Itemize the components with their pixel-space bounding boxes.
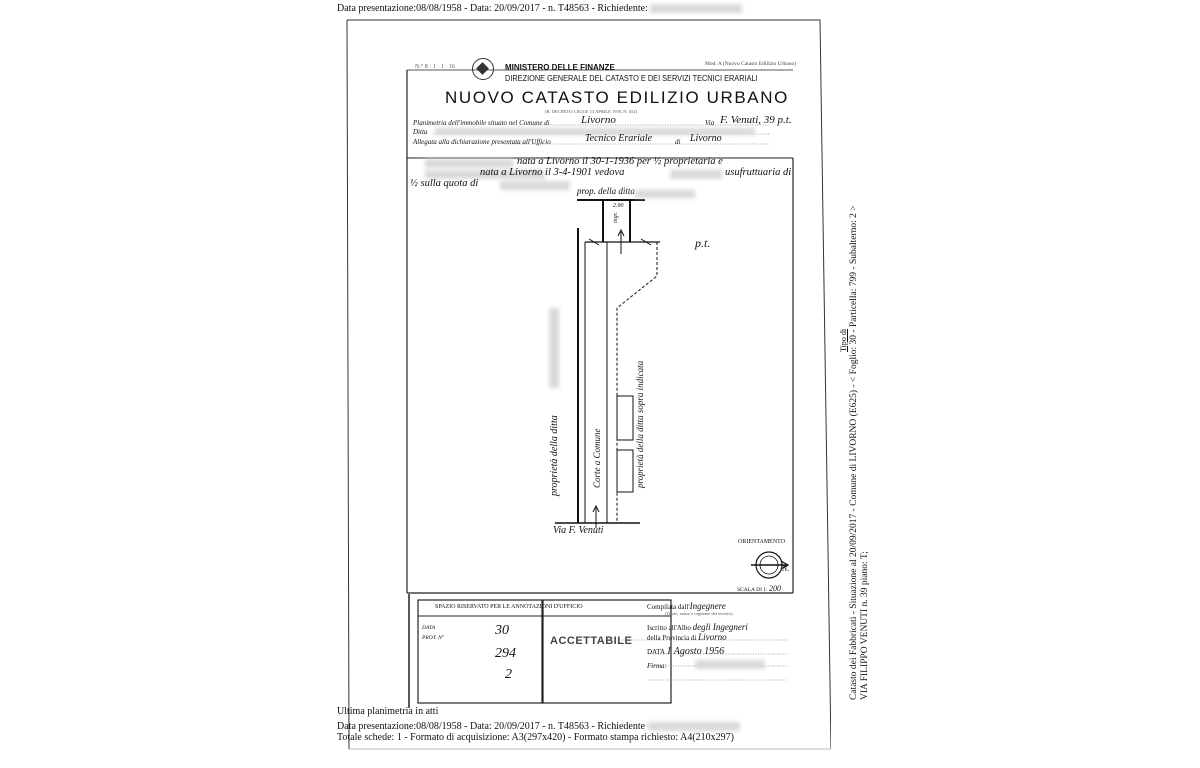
data2-text: DATA	[647, 648, 665, 656]
form-code: N.° 8 · 1 · 1 · 16	[415, 64, 455, 70]
iscritto-label	[647, 622, 748, 632]
side-line-2: VIA FILIPPO VENUTI n. 39 piano: T;	[860, 551, 870, 700]
acceptance-stamp: ACCETTABILE	[550, 635, 633, 647]
dim-label-top: 2.90	[613, 203, 624, 209]
side-line-1: Catasto dei Fabbricati - Situazione al 20/09/2017 - Comune di LIVORNO (E625) - < Foglio: 30 - Particella: 799 - Subalterno: 2 >	[849, 205, 859, 700]
redacted-requester	[650, 4, 742, 13]
firma-label: Firma:	[647, 662, 667, 670]
bottom-line-2: Totale schede: 1 - Formato di acquisizione: A3(297x420) - Formato stampa richiesto: A4(210x297)	[337, 732, 734, 743]
last-plan-label: Ultima planimetria in atti	[337, 706, 439, 717]
redacted-prop-top	[635, 190, 695, 198]
cadastral-sheet	[345, 18, 831, 750]
comune-value: Livorno	[581, 114, 616, 126]
redacted-left-property	[549, 308, 559, 388]
allegata-label: Allegata alla dichiarazione presentata all'Ufficio	[413, 138, 551, 146]
form-title: NUOVO CATASTO EDILIZIO URBANO	[445, 88, 789, 107]
bottom-line-1	[337, 721, 740, 732]
prot-number-1: 30	[495, 623, 509, 638]
compilata-text: Compilata dall'	[647, 603, 690, 611]
top-header-text: Data presentazione:08/08/1958 - Data: 20/09/2017 - n. T48563 - Richiedente:	[337, 3, 648, 14]
scale-value: 200	[768, 584, 781, 593]
albo-value: degli Ingegneri	[692, 622, 748, 632]
left-property-label: proprietà della ditta	[549, 415, 560, 496]
dim-label-ingr: ingr.	[613, 212, 619, 223]
owners-line-2: nata a Livorno il 3-4-1901 vedova	[480, 167, 625, 178]
decree-note: (R. DECRETO-LEGGE 13 APRILE 1939, N. 652)	[545, 109, 638, 114]
iscritto-text: Iscritto all'Albo	[647, 624, 691, 632]
scale-label	[737, 584, 781, 593]
provincia-label	[647, 632, 727, 642]
provincia-text: della Provincia di	[647, 634, 697, 642]
model-label: Mod. A (Nuovo Catasto Edilizio Urbano)	[705, 61, 797, 67]
compilata-sub: (Titolo, nome e cognome del tecnico)	[665, 611, 733, 616]
redacted-signature	[695, 660, 765, 669]
compilata-value: Ingegnere	[689, 601, 726, 611]
redacted-requester-bottom	[648, 722, 740, 731]
orientation-north: N.	[782, 564, 790, 573]
right-property-label: proprietà della ditta sopra indicata	[635, 360, 645, 488]
planimetry-label: Planimetria dell'immobile situato nel Comune di	[413, 119, 550, 127]
ufficio-value: Tecnico Erariale	[585, 133, 653, 144]
owners-line-1: nata a Livorno il 30-1-1936 per ½ proprietaria e	[517, 156, 723, 167]
provincia-value: Livorno	[698, 632, 727, 642]
via-label: Via	[705, 119, 715, 127]
prot-label: PROT. N°	[422, 635, 444, 641]
prot-number-3: 2	[505, 667, 512, 682]
side-annotation: Tipo di	[839, 328, 848, 352]
compilata-label	[647, 601, 726, 611]
side-info	[849, 205, 871, 700]
street-label: Via F. Venuti	[553, 525, 604, 536]
ufficio-city: Livorno	[690, 133, 722, 144]
di-label: di	[675, 138, 681, 146]
ditta-label: Ditta	[413, 128, 428, 136]
data2-label	[647, 646, 724, 657]
directorate-name: DIREZIONE GENERALE DEL CATASTO E DEI SERVIZI TECNICI ERARIALI	[505, 74, 758, 83]
prop-top-label: prop. della ditta	[577, 186, 635, 196]
redacted-owner-3	[670, 170, 722, 179]
orientation-label: ORIENTAMENTO	[738, 539, 786, 545]
bottom-line-1-text: Data presentazione:08/08/1958 - Data: 20/09/2017 - n. T48563 - Richiedente	[337, 721, 646, 732]
owners-line-3: ½ sulla quota di	[410, 178, 479, 189]
data-label: DATA	[422, 625, 436, 631]
scale-prefix: SCALA DI 1:	[737, 587, 768, 593]
via-value: F. Venuti, 39 p.t.	[720, 114, 792, 126]
top-header-line	[337, 3, 742, 14]
owners-line-2-end: usufruttuaria di	[725, 167, 792, 178]
republic-emblem-icon	[472, 58, 494, 80]
floor-label: p.t.	[695, 236, 711, 250]
redacted-owner-4	[500, 181, 570, 190]
prot-number-2: 294	[495, 646, 516, 661]
data2-value: 1 Agosto 1956	[666, 646, 725, 657]
ministry-name: MINISTERO DELLE FINANZE	[505, 63, 615, 72]
corte-label: Corte a Comune	[592, 428, 602, 488]
reserved-title: SPAZIO RISERVATO PER LE ANNOTAZIONI D'UFFICIO	[435, 604, 583, 610]
